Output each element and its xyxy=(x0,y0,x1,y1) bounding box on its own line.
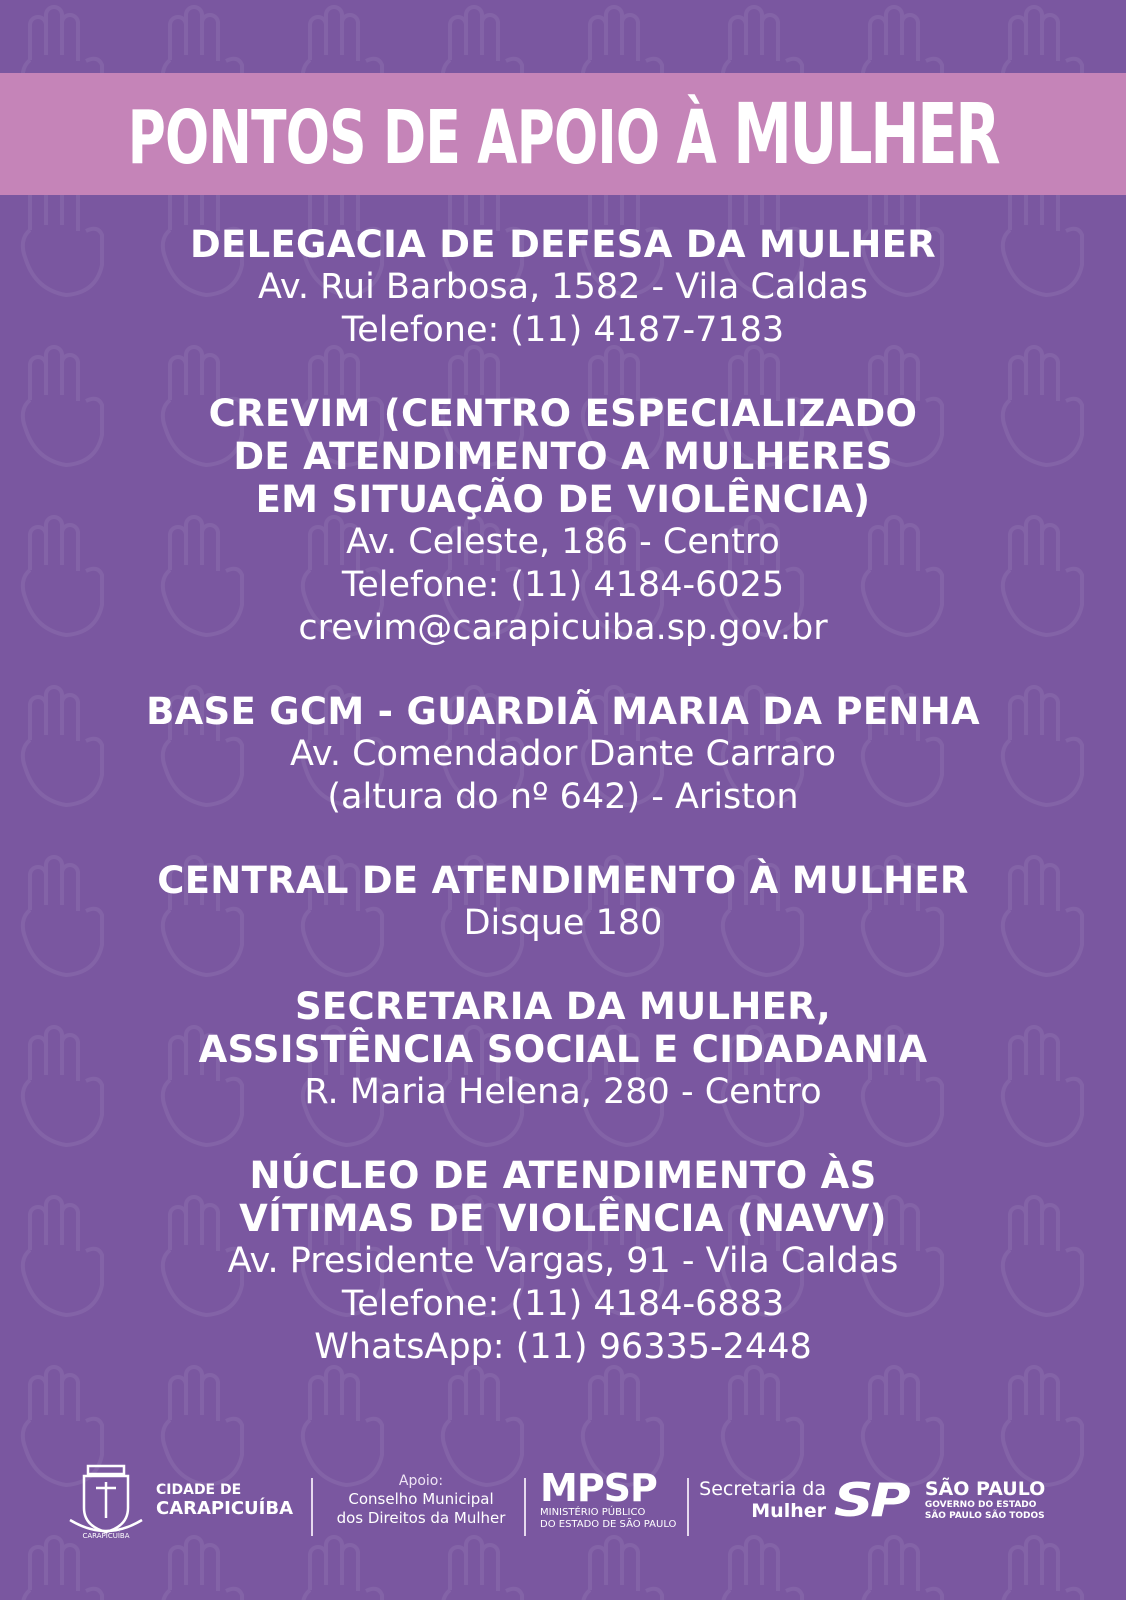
section-heading: EM SITUAÇÃO DE VIOLÊNCIA) xyxy=(255,478,871,521)
address: (altura do nº 642) - Ariston xyxy=(327,777,799,817)
section-heading: BASE GCM - GUARDIÃ MARIA DA PENHA xyxy=(146,690,980,733)
section-crevim xyxy=(0,392,1126,650)
section-heading: ASSISTÊNCIA SOCIAL E CIDADANIA xyxy=(198,1028,928,1071)
section-heading: DELEGACIA DE DEFESA DA MULHER xyxy=(190,223,936,266)
section-heading: CREVIM (CENTRO ESPECIALIZADO xyxy=(208,392,918,435)
title-part1: PONTOS DE APOIO À xyxy=(127,95,734,181)
address: R. Maria Helena, 280 - Centro xyxy=(304,1072,822,1112)
phone: Disque 180 xyxy=(463,903,663,943)
conselho-line1: Conselho Municipal xyxy=(348,1490,494,1508)
support-points-list xyxy=(0,223,1126,1409)
carapicuiba-line2: CARAPICUÍBA xyxy=(156,1498,293,1519)
address: Av. Celeste, 186 - Centro xyxy=(346,522,780,562)
footer-divider xyxy=(687,1478,689,1536)
section-heading: DE ATENDIMENTO A MULHERES xyxy=(233,435,893,478)
sp-line1: SÃO PAULO xyxy=(924,1477,1046,1500)
mpsp-logo xyxy=(540,1445,680,1555)
section-heading: SECRETARIA DA MULHER, xyxy=(294,985,832,1028)
footer-divider xyxy=(311,1478,313,1536)
apoio-conselho xyxy=(326,1445,516,1555)
sp-line3: SÃO PAULO SÃO TODOS xyxy=(924,1510,1045,1521)
phone: Telefone: (11) 4184-6883 xyxy=(341,1284,785,1324)
apoio-label: Apoio: xyxy=(398,1473,444,1489)
sp-line2: GOVERNO DO ESTADO xyxy=(924,1499,1037,1510)
title-band xyxy=(0,73,1126,195)
address: Av. Comendador Dante Carraro xyxy=(289,734,837,774)
secretaria-line1: Secretaria da xyxy=(699,1478,826,1500)
footer-divider xyxy=(524,1478,526,1536)
secretaria-line2: Mulher xyxy=(751,1500,826,1522)
whatsapp: WhatsApp: (11) 96335-2448 xyxy=(314,1327,812,1367)
phone: Telefone: (11) 4184-6025 xyxy=(341,565,785,605)
mpsp-line2: DO ESTADO DE SÃO PAULO xyxy=(540,1519,677,1530)
section-heading: CENTRAL DE ATENDIMENTO À MULHER xyxy=(157,859,969,902)
email-link[interactable]: crevim@carapicuiba.sp.gov.br xyxy=(298,608,828,648)
mpsp-line1: MINISTÉRIO PÚBLICO xyxy=(540,1507,646,1518)
mpsp-name: MPSP xyxy=(540,1466,657,1510)
footer-logos xyxy=(0,1445,1126,1555)
city-crest-icon xyxy=(66,1458,146,1542)
section-delegacia xyxy=(0,223,1126,352)
sp-government-logo xyxy=(833,1445,1046,1555)
phone: Telefone: (11) 4187-7183 xyxy=(341,310,785,350)
svg-text:CARAPICUÍBA: CARAPICUÍBA xyxy=(82,1532,130,1540)
carapicuiba-logo xyxy=(66,1445,293,1555)
title-part2: MULHER xyxy=(733,85,999,183)
conselho-line2: dos Direitos da Mulher xyxy=(336,1509,506,1527)
section-base-gcm xyxy=(0,690,1126,819)
carapicuiba-line1: CIDADE DE xyxy=(156,1482,242,1498)
address: Av. Rui Barbosa, 1582 - Vila Caldas xyxy=(258,267,868,307)
sp-logo-mark: SP xyxy=(833,1473,907,1527)
section-heading: NÚCLEO DE ATENDIMENTO ÀS xyxy=(249,1154,877,1197)
secretaria-mulher-logo xyxy=(698,1445,826,1555)
section-heading: VÍTIMAS DE VIOLÊNCIA (NAVV) xyxy=(239,1197,887,1240)
section-secretaria xyxy=(0,985,1126,1114)
section-navv xyxy=(0,1154,1126,1369)
address: Av. Presidente Vargas, 91 - Vila Caldas xyxy=(227,1241,899,1281)
section-central-atendimento xyxy=(0,859,1126,945)
page-title xyxy=(127,85,999,183)
